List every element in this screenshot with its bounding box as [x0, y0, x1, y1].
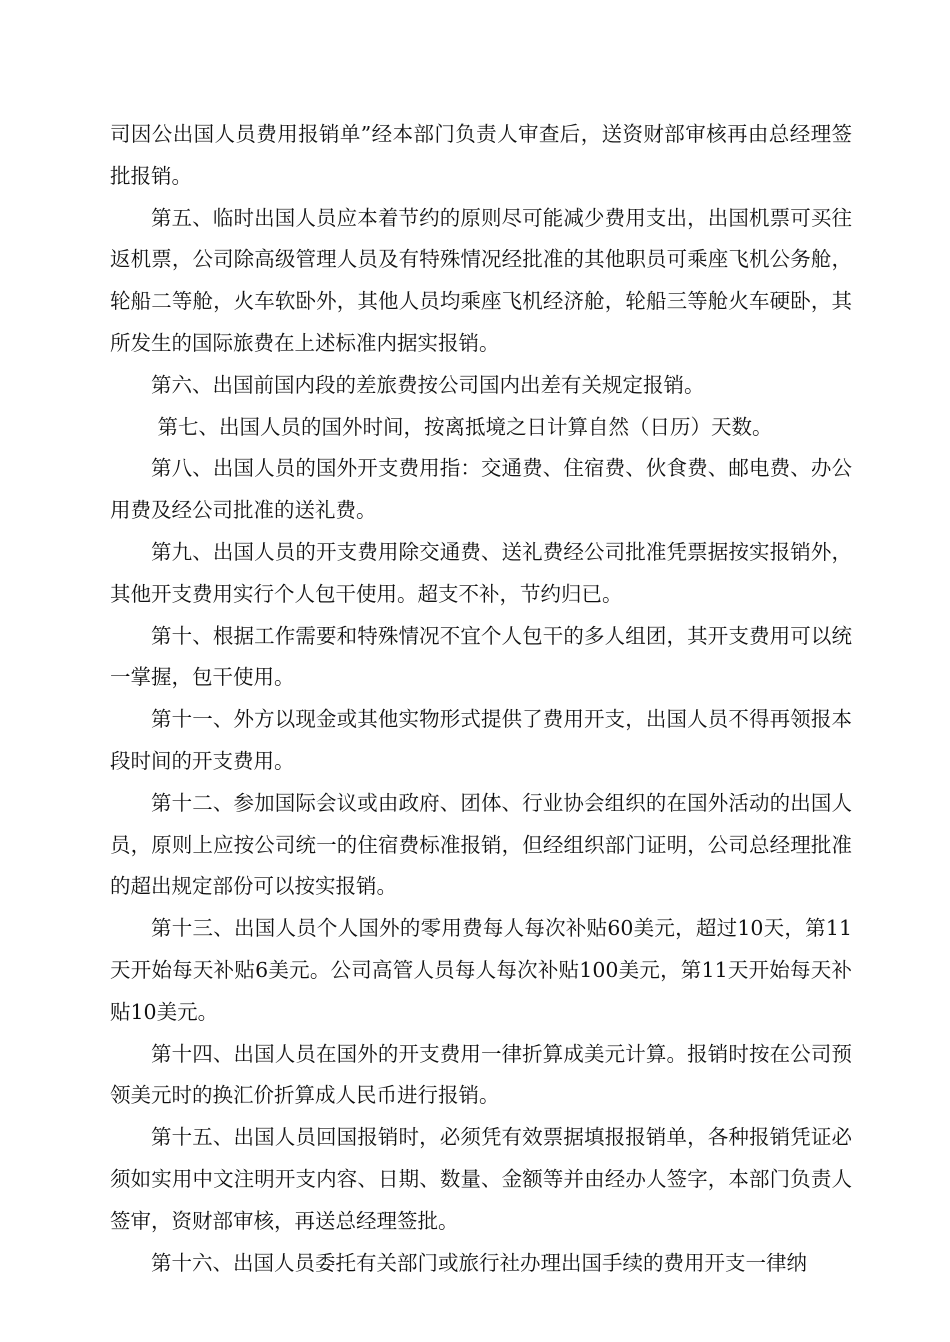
- paragraph-article-9: 第九、出国人员的开支费用除交通费、送礼费经公司批准凭票据按实报销外，其他开支费用实行个人包干使用。超支不补，节约归已。: [110, 539, 852, 606]
- paragraph-article-16: 第十六、出国人员委托有关部门或旅行社办理出国手续的费用开支一律纳: [151, 1250, 807, 1275]
- paragraph-article-15: 第十五、出国人员回国报销时，必须凭有效票据填报报销单，各种报销凭证必须如实用中文注明开支内容、日期、数量、金额等并由经办人签字，本部门负责人签审，资财部审核，再送总经理签批。: [110, 1125, 852, 1233]
- paragraph-article-13: 第十三、出国人员个人国外的零用费每人每次补贴60美元，超过10天，第11天开始每天补贴6美元。公司高管人员每人每次补贴100美元，第11天开始每天补贴10美元。: [110, 916, 852, 1024]
- document-body: [110, 114, 852, 1284]
- paragraph-article-11: 第十一、外方以现金或其他实物形式提供了费用开支，出国人员不得再领报本段时间的开支费用。: [110, 707, 852, 773]
- paragraph-article-14: 第十四、出国人员在国外的开支费用一律折算成美元计算。报销时按在公司预领美元时的换汇价折算成人民币进行报销。: [110, 1041, 852, 1108]
- paragraph-article-6: 第六、出国前国内段的差旅费按公司国内出差有关规定报销。: [151, 372, 705, 397]
- paragraph-article-10: 第十、根据工作需要和特殊情况不宜个人包干的多人组团，其开支费用可以统一掌握，包干使用。: [110, 623, 852, 690]
- paragraph-article-12: 第十二、参加国际会议或由政府、团体、行业协会组织的在国外活动的出国人员，原则上应按公司统一的住宿费标准报销，但经组织部门证明，公司总经理批准的超出规定部份可以按实报销。: [110, 790, 852, 899]
- paragraph-continuation: 司因公出国人员费用报销单”经本部门负责人审查后，送资财部审核再由总经理签批报销。: [110, 122, 852, 188]
- paragraph-article-5: 第五、临时出国人员应本着节约的原则尽可能减少费用支出，出国机票可买往返机票，公司除高级管理人员及有特殊情况经批准的其他职员可乘座飞机公务舱，轮船二等舱，火车软卧外，其他人员均乘座飞机经济舱，轮船三等舱火车硬卧，其所发生的国际旅费在上述标准内据实报销。: [110, 205, 852, 355]
- paragraph-article-7: 第七、出国人员的国外时间，按离抵境之日计算自然（日历）天数。: [151, 414, 773, 439]
- paragraph-article-8: 第八、出国人员的国外开支费用指：交通费、住宿费、伙食费、邮电费、办公用费及经公司批准的送礼费。: [110, 456, 852, 523]
